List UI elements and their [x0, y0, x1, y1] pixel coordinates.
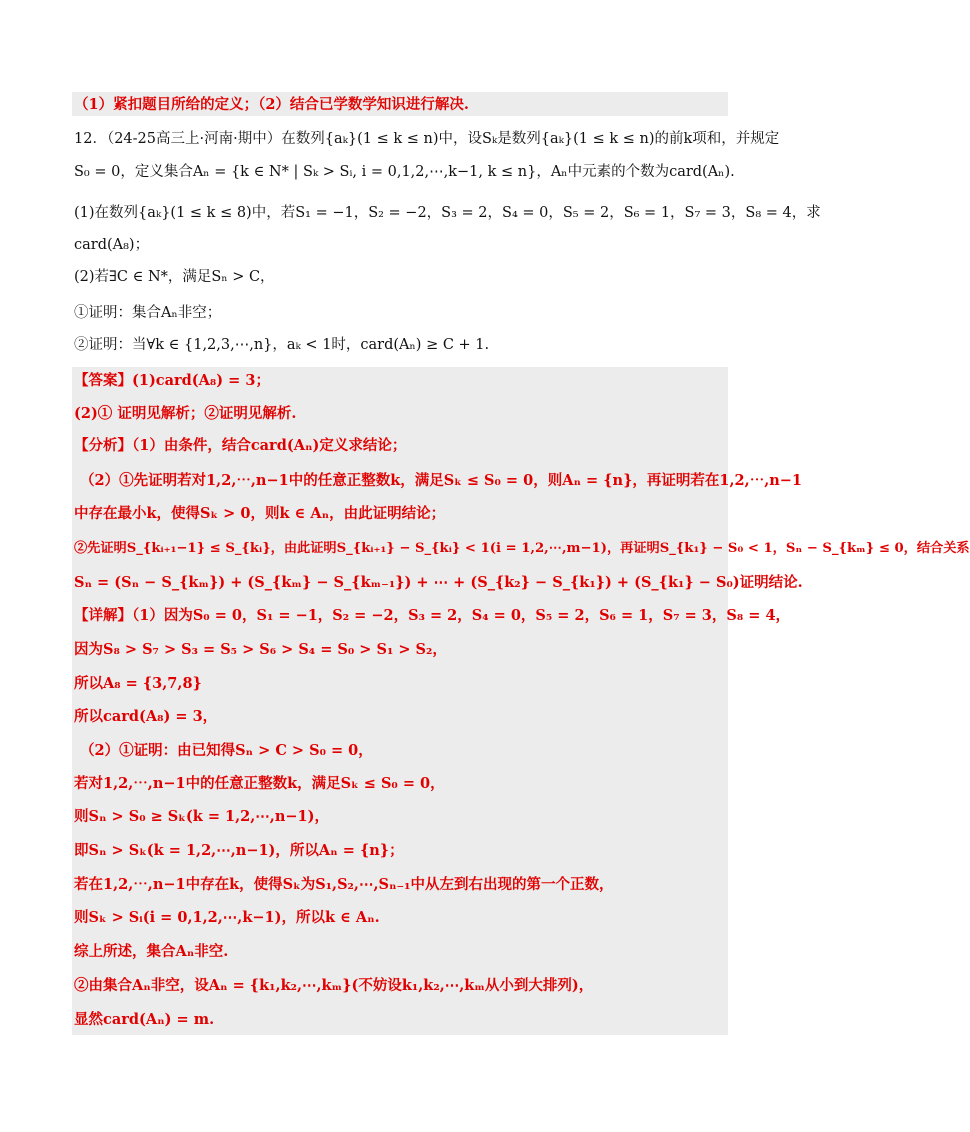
- problem-line-1: 12．（24-25高三上·河南·期中）在数列{aₖ}(1 ≤ k ≤ n)中，设Sₖ是数列{aₖ}(1 ≤ k ≤ n)的前k项和，并规定: [74, 131, 780, 147]
- problem-line-5: (2)若∃C ∈ N*，满足Sₙ > C，: [74, 269, 275, 285]
- analysis-line-4: ②先证明S_{kᵢ₊₁−1} ≤ S_{kᵢ}，由此证明S_{kᵢ₊₁} − S_{kᵢ} < 1(i = 1,2,⋯,m−1)，再证明S_{k₁} − S₀ < 1，Sₙ − S_{kₘ} ≤ 0，结合关系: [74, 541, 970, 556]
- problem-line-6: ①证明：集合Aₙ非空；: [74, 305, 222, 321]
- detail-line-6: 若对1,2,⋯,n−1中的任意正整数k，满足Sₖ ≤ S₀ = 0，: [74, 775, 445, 792]
- tip-line: （1）紧扣题目所给的定义；（2）结合已学数学知识进行解决.: [74, 96, 469, 113]
- detail-line-3: 所以A₈ = {3,7,8}: [74, 675, 202, 692]
- problem-line-4: card(A₈)；: [74, 237, 150, 253]
- detail-line-4: 所以card(A₈) = 3，: [74, 708, 218, 725]
- analysis-line-1: 【分析】（1）由条件，结合card(Aₙ)定义求结论；: [74, 437, 407, 454]
- detail-line-8: 即Sₙ > Sₖ(k = 1,2,⋯,n−1)，所以Aₙ = {n}；: [74, 842, 404, 859]
- analysis-line-3: 中存在最小k，使得Sₖ > 0，则k ∈ Aₙ，由此证明结论；: [74, 505, 446, 522]
- detail-line-9: 若在1,2,⋯,n−1中存在k，使得Sₖ为S₁,S₂,⋯,Sₙ₋₁中从左到右出现的第一个正数，: [74, 876, 614, 893]
- analysis-line-5: Sₙ = (Sₙ − S_{kₘ}) + (S_{kₘ} − S_{kₘ₋₁}) + ⋯ + (S_{k₂} − S_{k₁}) + (S_{k₁} − S₀)证明结论.: [74, 574, 803, 591]
- detail-line-5: （2）①证明：由已知得Sₙ > C > S₀ = 0，: [80, 742, 373, 759]
- problem-line-2: S₀ = 0，定义集合Aₙ = {k ∈ N* | Sₖ > Sᵢ, i = 0,1,2,⋯,k−1, k ≤ n}，Aₙ中元素的个数为card(Aₙ).: [74, 164, 735, 180]
- problem-line-7: ②证明：当∀k ∈ {1,2,3,⋯,n}，aₖ < 1时，card(Aₙ) ≥ C + 1.: [74, 337, 490, 353]
- answer-line-1: 【答案】(1)card(A₈) = 3；: [74, 372, 270, 389]
- detail-line-10: 则Sₖ > Sᵢ(i = 0,1,2,⋯,k−1)，所以k ∈ Aₙ.: [74, 909, 380, 926]
- analysis-line-2: （2）①先证明若对1,2,⋯,n−1中的任意正整数k，满足Sₖ ≤ S₀ = 0，则Aₙ = {n}，再证明若在1,2,⋯,n−1: [80, 472, 803, 489]
- answer-line-2: (2)① 证明见解析；②证明见解析.: [74, 405, 297, 422]
- detail-line-7: 则Sₙ > S₀ ≥ Sₖ(k = 1,2,⋯,n−1)，: [74, 808, 329, 825]
- detail-line-12: ②由集合Aₙ非空，设Aₙ = {k₁,k₂,⋯,kₘ}(不妨设k₁,k₂,⋯,kₘ从小到大排列)，: [74, 977, 594, 994]
- problem-line-3: (1)在数列{aₖ}(1 ≤ k ≤ 8)中，若S₁ = −1，S₂ = −2，S₃ = 2，S₄ = 0，S₅ = 2，S₆ = 1，S₇ = 3，S₈ = 4，求: [74, 205, 821, 221]
- detail-line-2: 因为S₈ > S₇ > S₃ = S₅ > S₆ > S₄ = S₀ > S₁ > S₂，: [74, 641, 447, 658]
- detail-line-13: 显然card(Aₙ) = m.: [74, 1011, 215, 1028]
- detail-line-1: 【详解】（1）因为S₀ = 0，S₁ = −1，S₂ = −2，S₃ = 2，S₄ = 0，S₅ = 2，S₆ = 1，S₇ = 3，S₈ = 4，: [74, 607, 791, 624]
- solution-band: [72, 367, 970, 1035]
- detail-line-11: 综上所述，集合Aₙ非空.: [74, 943, 229, 960]
